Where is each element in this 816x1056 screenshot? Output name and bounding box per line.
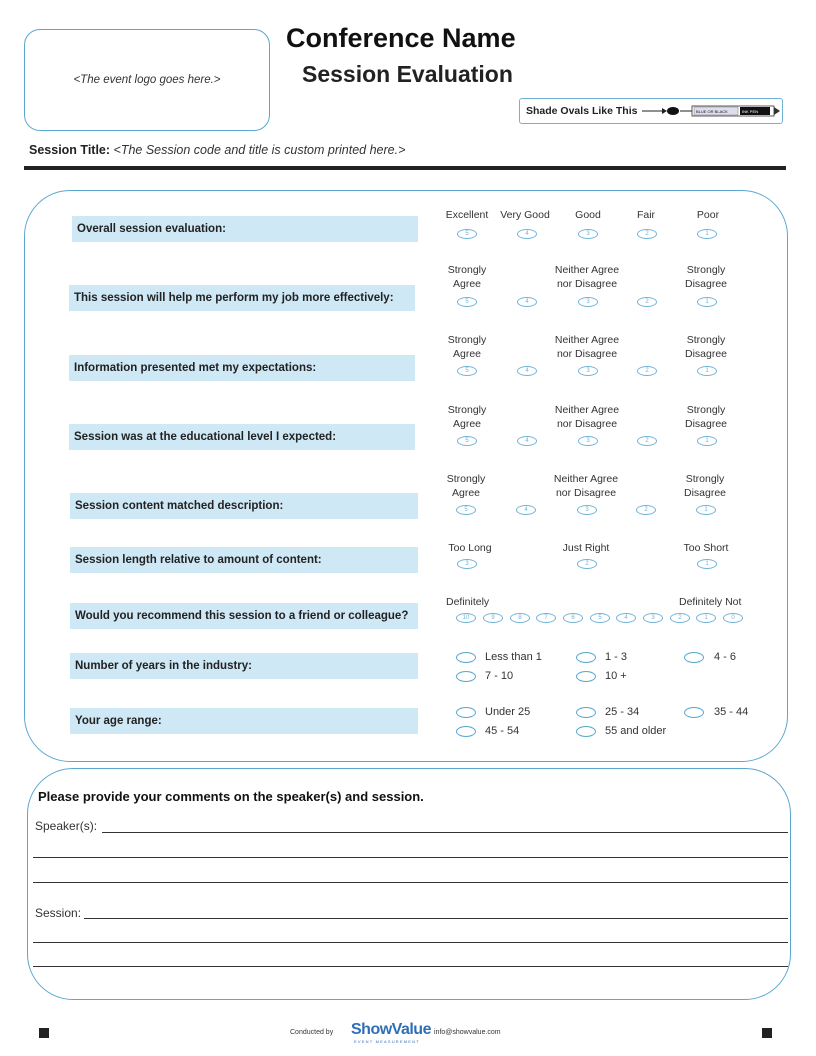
q3-oval-4[interactable]: 4 [517,366,537,376]
q3-oval-1[interactable]: 1 [697,366,717,376]
arrow-head-icon [662,108,667,114]
q1-oval-3[interactable]: 3 [578,229,598,239]
q9-oval-35-44[interactable] [684,707,704,718]
q9-option-55-older: 55 and older [605,725,667,737]
registration-mark-right [762,1028,772,1038]
q8-oval-7-10[interactable] [456,671,476,682]
session-line-2[interactable] [33,942,788,943]
q7-oval-3[interactable]: 3 [643,613,663,623]
comments-title: Please provide your comments on the speaker(s) and session. [38,789,424,804]
q4-oval-2[interactable]: 2 [637,436,657,446]
q7-oval-7[interactable]: 7 [536,613,556,623]
q5-oval-4[interactable]: 4 [516,505,536,515]
shade-instruction-text: Shade Ovals Like This [526,105,638,117]
q8-oval-1-3[interactable] [576,652,596,663]
q5-label-strongly-agree: Strongly Agree [446,473,486,499]
q7-oval-9[interactable]: 9 [483,613,503,623]
q8-oval-less-than-1[interactable] [456,652,476,663]
q9-option-25-34: 25 - 34 [605,706,640,718]
q2-label-strongly-disagree: Strongly Disagree [684,264,728,290]
q5-oval-2[interactable]: 2 [636,505,656,515]
q4-oval-3[interactable]: 3 [578,436,598,446]
q1-label-very-good: Very Good [500,209,550,221]
q2-oval-3[interactable]: 3 [578,297,598,307]
session-title-row [29,143,405,157]
question-recommend: Would you recommend this session to a friend or colleague? [70,603,418,629]
q9-oval-25-34[interactable] [576,707,596,718]
question-educational-level: Session was at the educational level I expected: [69,424,415,450]
q2-oval-2[interactable]: 2 [637,297,657,307]
q2-oval-1[interactable]: 1 [697,297,717,307]
conference-name: Conference Name [286,23,516,53]
q4-label-strongly-agree: Strongly Agree [447,404,487,430]
q1-oval-2[interactable]: 2 [637,229,657,239]
q9-option-under-25: Under 25 [485,706,531,718]
q1-label-good: Good [575,209,601,221]
q8-option-7-10: 7 - 10 [485,670,514,682]
q8-option-1-3: 1 - 3 [605,651,628,663]
speaker-line-2[interactable] [33,857,788,858]
pen-label-1: BLUE OR BLACK [696,109,728,114]
q4-label-neutral: Neither Agree nor Disagree [554,404,620,430]
question-met-expectations: Information presented met my expectations: [69,355,415,381]
header-divider [24,166,786,170]
q3-oval-3[interactable]: 3 [578,366,598,376]
q4-label-strongly-disagree: Strongly Disagree [684,404,728,430]
q7-oval-4[interactable]: 4 [616,613,636,623]
q5-oval-1[interactable]: 1 [696,505,716,515]
q4-oval-1[interactable]: 1 [697,436,717,446]
speaker-label: Speaker(s): [35,819,98,833]
q1-oval-4[interactable]: 4 [517,229,537,239]
showvalue-logo: ShowValue [351,1021,431,1038]
q1-label-excellent: Excellent [445,209,489,221]
q7-oval-5[interactable]: 5 [590,613,610,623]
pen-example-graphic [642,101,782,121]
q1-oval-5[interactable]: 5 [457,229,477,239]
shaded-oval-icon [667,107,679,115]
q7-oval-8[interactable]: 8 [510,613,530,623]
q7-label-definitely: Definitely [446,596,490,608]
q6-label-just-right: Just Right [562,542,610,554]
pen-label-2: INK PEN [742,109,759,114]
q8-option-10-plus: 10 + [605,670,627,682]
form-subtitle: Session Evaluation [302,61,513,87]
q1-oval-1[interactable]: 1 [697,229,717,239]
q9-oval-under-25[interactable] [456,707,476,718]
q6-label-too-long: Too Long [448,542,492,554]
q7-oval-6[interactable]: 6 [563,613,583,623]
registration-mark-left [39,1028,49,1038]
question-content-matched: Session content matched description: [70,493,418,519]
q9-option-45-54: 45 - 54 [485,725,520,737]
q7-oval-2[interactable]: 2 [670,613,690,623]
question-age-range: Your age range: [70,708,418,734]
q9-oval-55-older[interactable] [576,726,596,737]
event-logo-placeholder [24,29,270,131]
q7-oval-10[interactable]: 10 [456,613,476,623]
q6-oval-2[interactable]: 2 [577,559,597,569]
q9-oval-45-54[interactable] [456,726,476,737]
speaker-line-1[interactable] [102,832,788,833]
q3-oval-5[interactable]: 5 [457,366,477,376]
q4-oval-4[interactable]: 4 [517,436,537,446]
q2-oval-5[interactable]: 5 [457,297,477,307]
q9-option-35-44: 35 - 44 [714,706,749,718]
session-title-label: Session Title: [29,143,111,157]
q5-label-strongly-disagree: Strongly Disagree [683,473,727,499]
q8-oval-10-plus[interactable] [576,671,596,682]
q5-label-neutral: Neither Agree nor Disagree [553,473,619,499]
session-line-1[interactable] [84,918,788,919]
q3-label-strongly-disagree: Strongly Disagree [684,334,728,360]
conducted-by-text: Conducted by [290,1029,334,1036]
session-line-3[interactable] [33,966,788,967]
logo-placeholder-text: <The event logo goes here.> [73,74,221,86]
q8-oval-4-6[interactable] [684,652,704,663]
q8-option-4-6: 4 - 6 [714,651,737,663]
q2-oval-4[interactable]: 4 [517,297,537,307]
q5-oval-3[interactable]: 3 [577,505,597,515]
q7-oval-1[interactable]: 1 [696,613,716,623]
q2-label-neutral: Neither Agree nor Disagree [554,264,620,290]
q6-oval-3[interactable]: 3 [457,559,477,569]
q1-label-fair: Fair [636,209,656,221]
q3-label-neutral: Neither Agree nor Disagree [554,334,620,360]
question-overall-evaluation: Overall session evaluation: [72,216,418,242]
q6-label-too-short: Too Short [683,542,729,554]
session-title-value: <The Session code and title is custom printed here.> [113,143,406,157]
q5-oval-5[interactable]: 5 [456,505,476,515]
q3-label-strongly-agree: Strongly Agree [447,334,487,360]
question-job-effectiveness: This session will help me perform my job more effectively: [69,285,415,311]
q4-oval-5[interactable]: 5 [457,436,477,446]
q8-option-less-than-1: Less than 1 [485,651,542,663]
q2-label-strongly-agree: Strongly Agree [447,264,487,290]
q3-oval-2[interactable]: 2 [637,366,657,376]
speaker-line-3[interactable] [33,882,788,883]
q6-oval-1[interactable]: 1 [697,559,717,569]
q7-oval-0[interactable]: 0 [723,613,743,623]
q1-label-poor: Poor [696,209,720,221]
contact-email: info@showvalue.com [434,1029,501,1036]
session-comment-label: Session: [35,906,82,920]
showvalue-logo-subtitle: EVENT MEASUREMENT [354,1039,420,1044]
question-session-length: Session length relative to amount of content: [70,547,418,573]
question-years-industry: Number of years in the industry: [70,653,418,679]
q7-label-definitely-not: Definitely Not [679,596,742,608]
